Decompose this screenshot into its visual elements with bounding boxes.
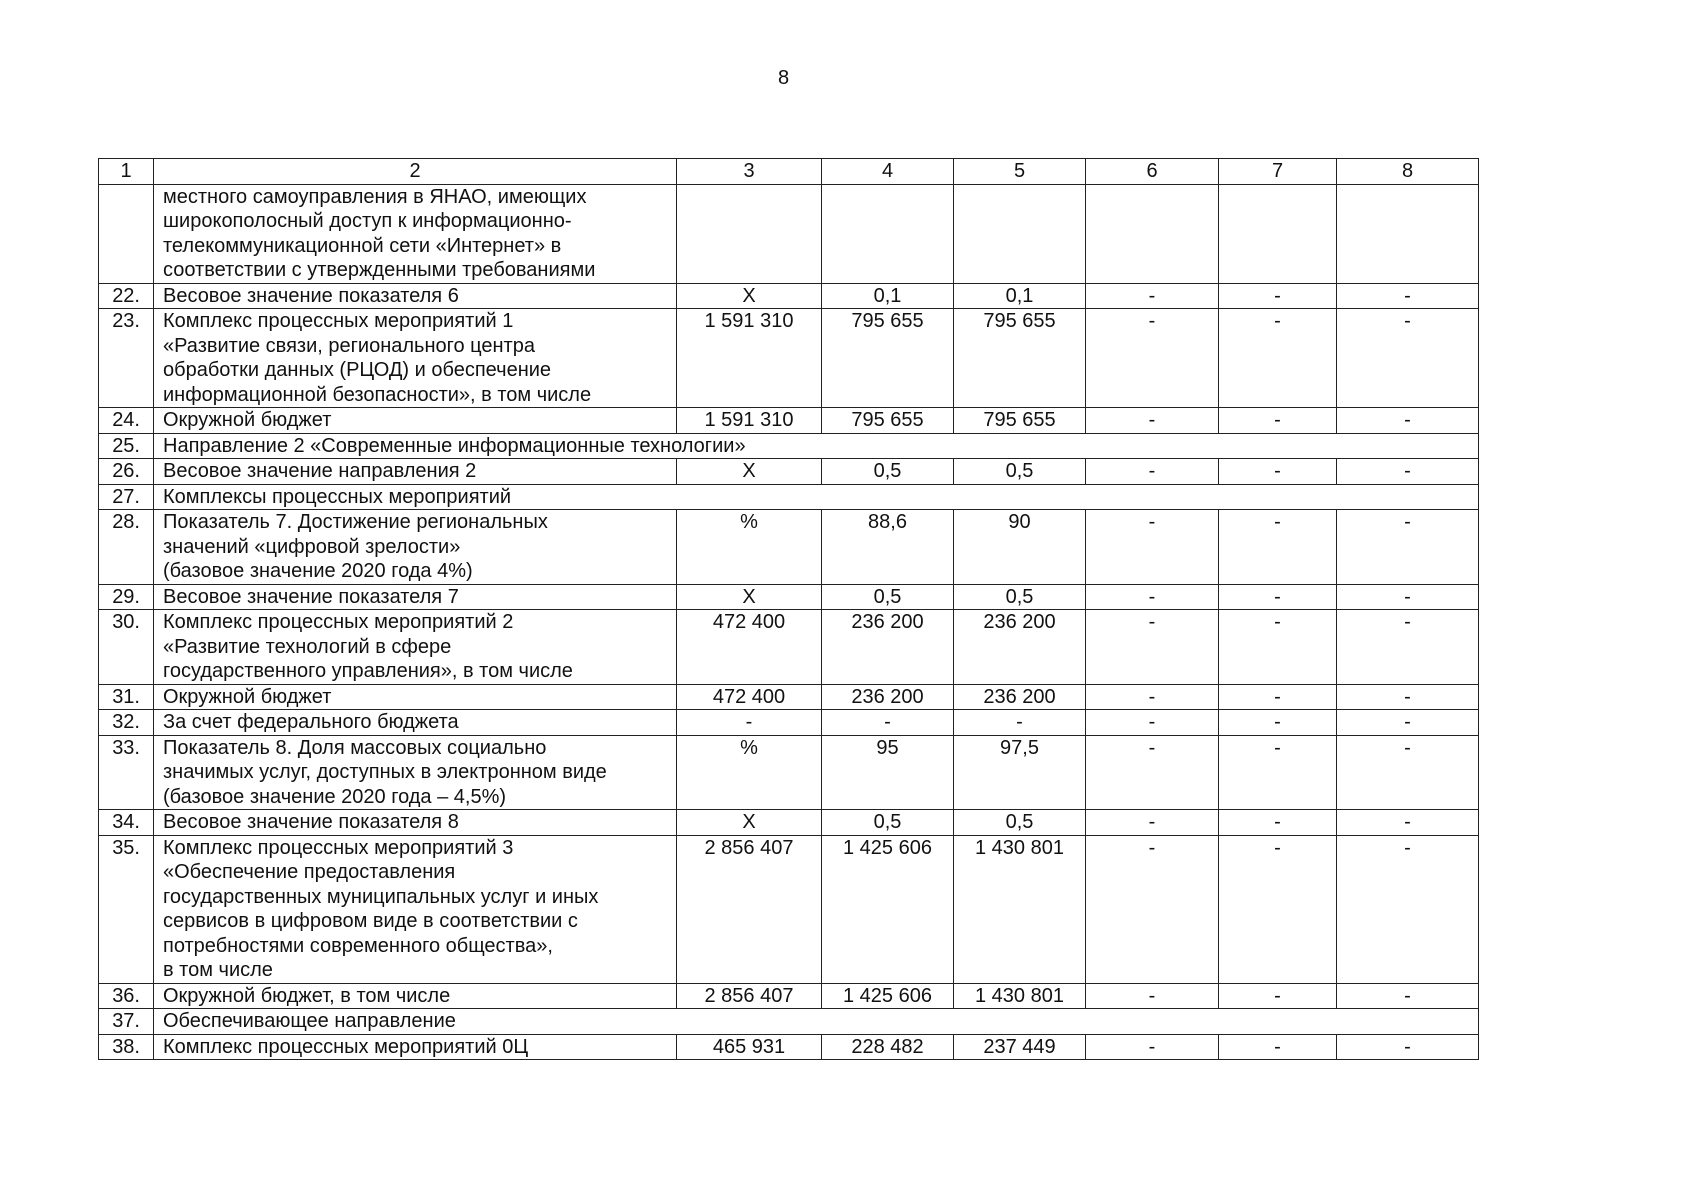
- row-description: местного самоуправления в ЯНАО, имеющих широкополосный доступ к информационно- телекоммуникационной сети «Интернет» в соответствии с утвержденными требованиями: [154, 184, 677, 283]
- year-3-value: -: [1086, 1034, 1219, 1060]
- header-cell-2: 2: [154, 159, 677, 185]
- row-description: Весовое значение показателя 6: [154, 283, 677, 309]
- year-5-value: -: [1337, 735, 1479, 810]
- column-number-header: [99, 159, 1479, 185]
- row-number: 23.: [99, 309, 154, 408]
- table-row: [99, 510, 1479, 585]
- year-3-value: -: [1086, 283, 1219, 309]
- total-value: %: [677, 735, 822, 810]
- row-number: 22.: [99, 283, 154, 309]
- year-2-value: 795 655: [954, 408, 1086, 434]
- row-number: 29.: [99, 584, 154, 610]
- row-number: 35.: [99, 835, 154, 983]
- year-3-value: -: [1086, 309, 1219, 408]
- year-2-value: 1 430 801: [954, 983, 1086, 1009]
- table-row: [99, 283, 1479, 309]
- year-1-value: [822, 184, 954, 283]
- year-5-value: -: [1337, 684, 1479, 710]
- table-row: [99, 710, 1479, 736]
- section-row: [99, 433, 1479, 459]
- row-description: Окружной бюджет: [154, 408, 677, 434]
- total-value: 1 591 310: [677, 309, 822, 408]
- header-cell-3: 3: [677, 159, 822, 185]
- year-2-value: 0,5: [954, 459, 1086, 485]
- total-value: 2 856 407: [677, 835, 822, 983]
- row-description: Комплекс процессных мероприятий 2 «Развитие технологий в сфере государственного управления», в том числе: [154, 610, 677, 685]
- year-3-value: -: [1086, 684, 1219, 710]
- year-3-value: -: [1086, 408, 1219, 434]
- total-value: -: [677, 710, 822, 736]
- year-2-value: 1 430 801: [954, 835, 1086, 983]
- total-value: %: [677, 510, 822, 585]
- total-value: 472 400: [677, 684, 822, 710]
- year-5-value: -: [1337, 309, 1479, 408]
- year-5-value: -: [1337, 459, 1479, 485]
- row-description: Показатель 7. Достижение региональных значений «цифровой зрелости» (базовое значение 2020 года 4%): [154, 510, 677, 585]
- table-row: [99, 459, 1479, 485]
- section-row: [99, 484, 1479, 510]
- total-value: 1 591 310: [677, 408, 822, 434]
- row-number: 31.: [99, 684, 154, 710]
- header-cell-6: 6: [1086, 159, 1219, 185]
- year-4-value: [1219, 184, 1337, 283]
- header-cell-1: 1: [99, 159, 154, 185]
- row-number: 37.: [99, 1009, 154, 1035]
- year-1-value: 0,5: [822, 810, 954, 836]
- year-4-value: -: [1219, 983, 1337, 1009]
- total-value: X: [677, 810, 822, 836]
- year-4-value: -: [1219, 408, 1337, 434]
- year-3-value: [1086, 184, 1219, 283]
- row-number: 27.: [99, 484, 154, 510]
- section-title: Направление 2 «Современные информационные технологии»: [154, 433, 1479, 459]
- table-row: [99, 684, 1479, 710]
- year-1-value: 795 655: [822, 408, 954, 434]
- year-2-value: 236 200: [954, 684, 1086, 710]
- table-row: [99, 1034, 1479, 1060]
- table-row: [99, 184, 1479, 283]
- year-2-value: 795 655: [954, 309, 1086, 408]
- year-2-value: 97,5: [954, 735, 1086, 810]
- year-4-value: -: [1219, 610, 1337, 685]
- year-5-value: -: [1337, 408, 1479, 434]
- year-4-value: -: [1219, 810, 1337, 836]
- row-description: Комплекс процессных мероприятий 0Ц: [154, 1034, 677, 1060]
- year-5-value: -: [1337, 283, 1479, 309]
- header-cell-4: 4: [822, 159, 954, 185]
- section-title: Комплексы процессных мероприятий: [154, 484, 1479, 510]
- table-row: [99, 983, 1479, 1009]
- table-row: [99, 610, 1479, 685]
- header-cell-8: 8: [1337, 159, 1479, 185]
- table-row: [99, 408, 1479, 434]
- year-5-value: -: [1337, 610, 1479, 685]
- header-row: [99, 159, 1479, 185]
- row-description: Весовое значение направления 2: [154, 459, 677, 485]
- year-4-value: -: [1219, 835, 1337, 983]
- year-1-value: 0,5: [822, 584, 954, 610]
- year-1-value: 795 655: [822, 309, 954, 408]
- row-number: 28.: [99, 510, 154, 585]
- year-5-value: -: [1337, 710, 1479, 736]
- year-1-value: 236 200: [822, 610, 954, 685]
- row-number: [99, 184, 154, 283]
- row-description: Комплекс процессных мероприятий 1 «Развитие связи, регионального центра обработки данных (РЦОД) и обеспечение информационной безопасности», в том числе: [154, 309, 677, 408]
- year-1-value: 228 482: [822, 1034, 954, 1060]
- page-number: 8: [777, 67, 790, 89]
- total-value: [677, 184, 822, 283]
- year-5-value: -: [1337, 810, 1479, 836]
- year-3-value: -: [1086, 510, 1219, 585]
- year-1-value: 0,5: [822, 459, 954, 485]
- year-4-value: -: [1219, 459, 1337, 485]
- table-row: [99, 835, 1479, 983]
- table-row: [99, 309, 1479, 408]
- year-1-value: 88,6: [822, 510, 954, 585]
- row-number: 38.: [99, 1034, 154, 1060]
- year-3-value: -: [1086, 810, 1219, 836]
- year-3-value: -: [1086, 835, 1219, 983]
- year-4-value: -: [1219, 710, 1337, 736]
- header-cell-5: 5: [954, 159, 1086, 185]
- table-row: [99, 810, 1479, 836]
- year-2-value: [954, 184, 1086, 283]
- row-number: 30.: [99, 610, 154, 685]
- row-description: Комплекс процессных мероприятий 3 «Обеспечение предоставления государственных муниципальных услуг и иных сервисов в цифровом виде в соответствии с потребностями современного общества», в том числе: [154, 835, 677, 983]
- table-row: [99, 584, 1479, 610]
- year-4-value: -: [1219, 584, 1337, 610]
- row-number: 33.: [99, 735, 154, 810]
- total-value: 472 400: [677, 610, 822, 685]
- year-2-value: 90: [954, 510, 1086, 585]
- year-5-value: -: [1337, 1034, 1479, 1060]
- year-4-value: -: [1219, 283, 1337, 309]
- row-description: Показатель 8. Доля массовых социально значимых услуг, доступных в электронном виде (базовое значение 2020 года – 4,5%): [154, 735, 677, 810]
- year-5-value: -: [1337, 584, 1479, 610]
- row-number: 26.: [99, 459, 154, 485]
- year-3-value: -: [1086, 735, 1219, 810]
- section-title: Обеспечивающее направление: [154, 1009, 1479, 1035]
- year-4-value: -: [1219, 684, 1337, 710]
- year-4-value: -: [1219, 510, 1337, 585]
- year-5-value: -: [1337, 835, 1479, 983]
- year-1-value: 0,1: [822, 283, 954, 309]
- total-value: 2 856 407: [677, 983, 822, 1009]
- total-value: 465 931: [677, 1034, 822, 1060]
- year-1-value: 95: [822, 735, 954, 810]
- year-2-value: 236 200: [954, 610, 1086, 685]
- year-3-value: -: [1086, 710, 1219, 736]
- header-cell-7: 7: [1219, 159, 1337, 185]
- budget-table: [98, 158, 1479, 1060]
- row-description: Весовое значение показателя 8: [154, 810, 677, 836]
- total-value: X: [677, 283, 822, 309]
- year-3-value: -: [1086, 983, 1219, 1009]
- row-description: Окружной бюджет, в том числе: [154, 983, 677, 1009]
- row-number: 24.: [99, 408, 154, 434]
- row-number: 25.: [99, 433, 154, 459]
- row-description: Окружной бюджет: [154, 684, 677, 710]
- row-description: Весовое значение показателя 7: [154, 584, 677, 610]
- total-value: X: [677, 584, 822, 610]
- row-number: 34.: [99, 810, 154, 836]
- year-2-value: 0,1: [954, 283, 1086, 309]
- year-1-value: -: [822, 710, 954, 736]
- year-2-value: 237 449: [954, 1034, 1086, 1060]
- year-4-value: -: [1219, 309, 1337, 408]
- section-row: [99, 1009, 1479, 1035]
- year-2-value: 0,5: [954, 810, 1086, 836]
- year-1-value: 1 425 606: [822, 983, 954, 1009]
- row-number: 32.: [99, 710, 154, 736]
- year-2-value: 0,5: [954, 584, 1086, 610]
- year-5-value: -: [1337, 510, 1479, 585]
- year-1-value: 236 200: [822, 684, 954, 710]
- row-number: 36.: [99, 983, 154, 1009]
- total-value: X: [677, 459, 822, 485]
- year-5-value: [1337, 184, 1479, 283]
- year-4-value: -: [1219, 1034, 1337, 1060]
- year-1-value: 1 425 606: [822, 835, 954, 983]
- year-5-value: -: [1337, 983, 1479, 1009]
- year-2-value: -: [954, 710, 1086, 736]
- table-body: [99, 184, 1479, 1060]
- year-3-value: -: [1086, 610, 1219, 685]
- year-4-value: -: [1219, 735, 1337, 810]
- table-row: [99, 735, 1479, 810]
- year-3-value: -: [1086, 459, 1219, 485]
- row-description: За счет федерального бюджета: [154, 710, 677, 736]
- year-3-value: -: [1086, 584, 1219, 610]
